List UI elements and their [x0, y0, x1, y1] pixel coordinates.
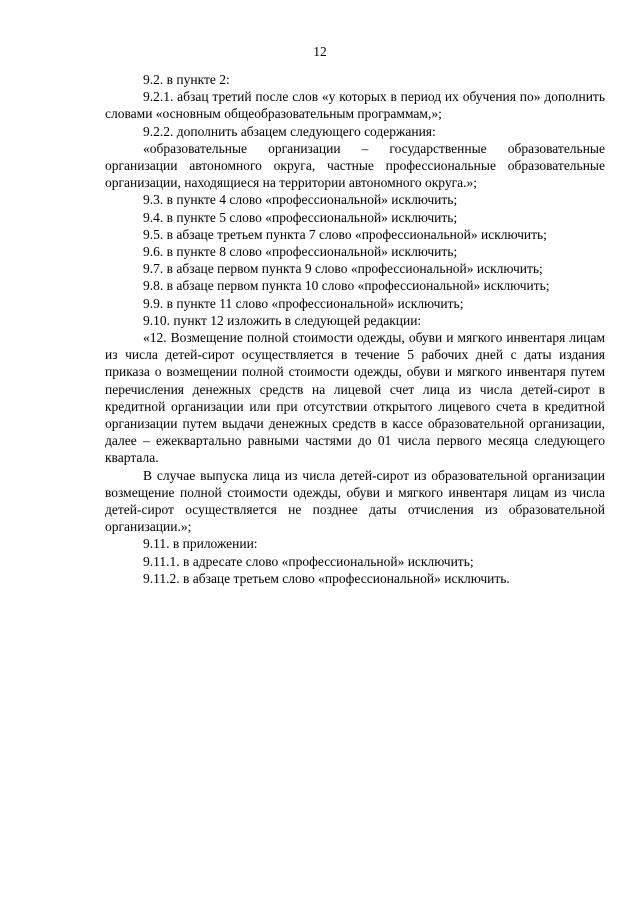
paragraph-9-4: 9.4. в пункте 5 слово «профессиональной» исключить;: [143, 209, 458, 225]
paragraph-9-11-1: 9.11.1. в адресате слово «профессиональной» исключить;: [143, 553, 474, 569]
paragraph-9-11-2: 9.11.2. в абзаце третьем слово «профессиональной» исключить.: [143, 570, 510, 586]
paragraph-9-3: 9.3. в пункте 4 слово «профессиональной» исключить;: [143, 192, 458, 208]
paragraph-9-2-1: 9.2.1. абзац третий после слов «у которых в период их обучения по» дополнить словами «основным общеобразовательным программам,»;: [105, 89, 605, 122]
document-body: [105, 71, 605, 587]
paragraph-9-7: 9.7. в абзаце первом пункта 9 слово «профессиональной» исключить;: [143, 261, 543, 277]
paragraph-9-8: 9.8. в абзаце первом пункта 10 слово «профессиональной» исключить;: [143, 278, 550, 294]
paragraph-9-2: 9.2. в пункте 2:: [143, 72, 230, 87]
paragraph-9-10: 9.10. пункт 12 изложить в следующей редакции:: [143, 312, 422, 328]
paragraph-9-9: 9.9. в пункте 11 слово «профессиональной» исключить;: [143, 295, 464, 311]
paragraph-9-6: 9.6. в пункте 8 слово «профессиональной» исключить;: [143, 244, 458, 260]
page-number: 12: [313, 44, 327, 59]
paragraph-graduation-case: В случае выпуска лица из числа детей-сирот из образовательной организации возмещение полной стоимости одежды, обуви и мягкого инвентаря лицам из числа детей-сирот осуществляется не позднее даты отчисления из образовательной организации.»;: [105, 467, 605, 535]
paragraph-quoted-definition: «образовательные организации – государственные образовательные организации автономного округа, частные профессиональные образовательные организации, находящиеся на территории автономного округа.»;: [105, 140, 605, 191]
paragraph-9-2-2: 9.2.2. дополнить абзацем следующего содержания:: [143, 123, 436, 139]
paragraph-9-11: 9.11. в приложении:: [143, 536, 258, 552]
paragraph-9-5: 9.5. в абзаце третьем пункта 7 слово «профессиональной» исключить;: [143, 226, 547, 242]
paragraph-quoted-item-12: «12. Возмещение полной стоимости одежды, обуви и мягкого инвентаря лицам из числа детей-сирот осуществляется в течение 5 рабочих дней с даты издания приказа о возмещении полной стоимости одежды, обуви и мягкого инвентаря путем перечисления денежных средств на лицевой счет лица из числа детей-сирот в кредитной организации или при отсутствии открытого лицевого счета в кредитной организации путем выдачи денежных средств в кассе образовательной организации, далее – ежеквартально равными частями до 01 числа первого месяца следующего квартала.: [105, 330, 605, 466]
